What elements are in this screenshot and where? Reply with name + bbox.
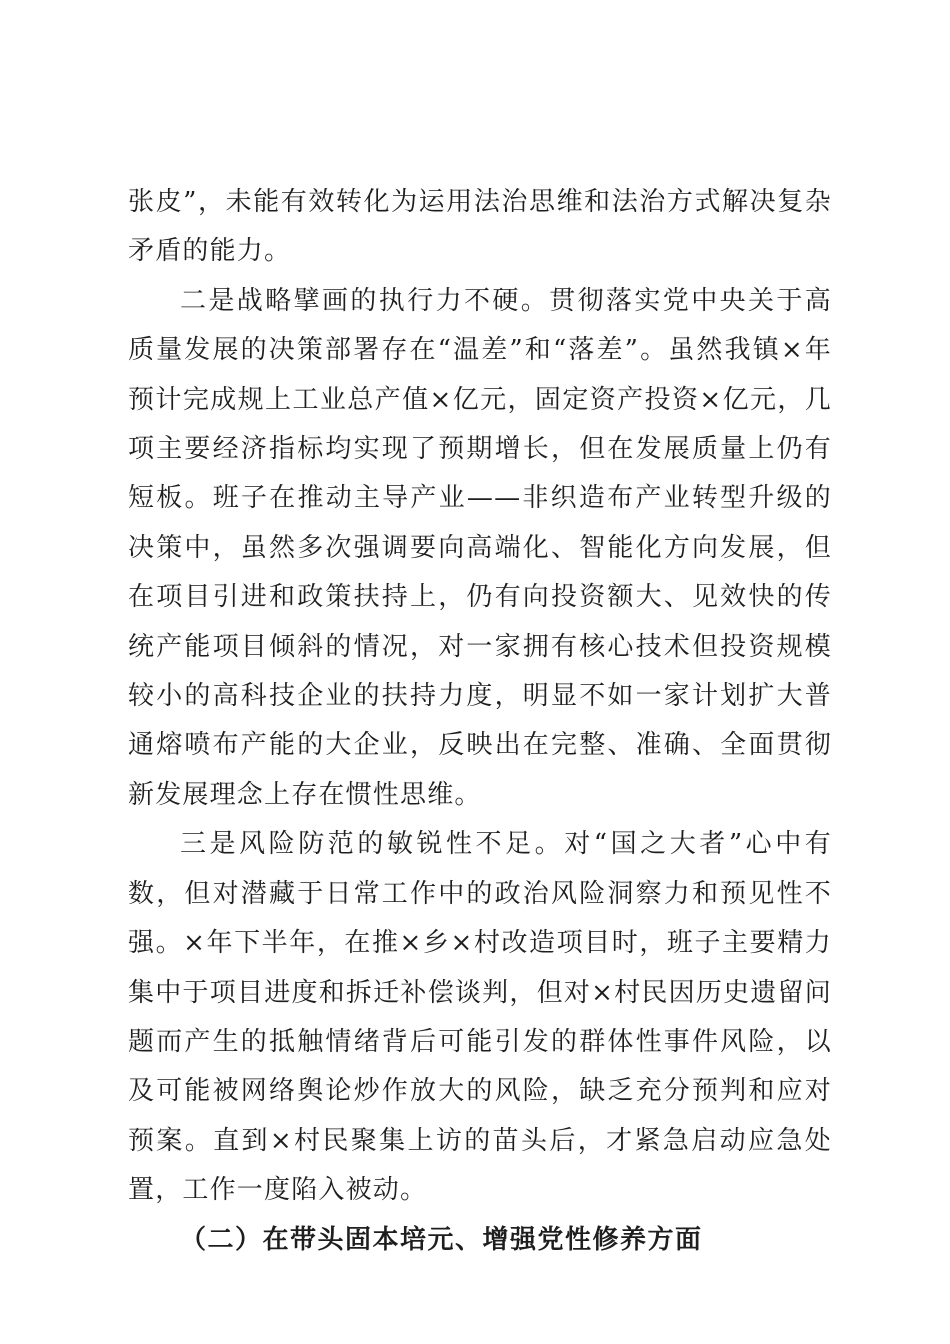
document-body [128,178,832,1265]
section-heading: （二）在带头固本培元、增强党性修养方面 [180,1224,703,1255]
body-paragraph-execution: 二是战略擘画的执行力不硬。贯彻落实党中央关于高质量发展的决策部署存在“温差”和“落差”。虽然我镇×年预计完成规上工业总产值×亿元，固定资产投资×亿元，几项主要经济指标均实现了预期增长，但在发展质量上仍有短板。班子在推动主导产业——非织造布产业转型升级的决策中，虽然多次强调要向高端化、智能化方向发展，但在项目引进和政策扶持上，仍有向投资额大、见效快的传统产能项目倾斜的情况，对一家拥有核心技术但投资规模较小的高科技企业的扶持力度，明显不如一家计划扩大普通熔喷布产能的大企业，反映出在完整、准确、全面贯彻新发展理念上存在惯性思维。 [128,285,832,810]
continuation-paragraph: 张皮”，未能有效转化为运用法治思维和法治方式解决复杂矛盾的能力。 [128,187,832,267]
body-paragraph-risk: 三是风险防范的敏锐性不足。对“国之大者”心中有数，但对潜藏于日常工作中的政治风险洞察力和预见性不强。×年下半年，在推×乡×村改造项目时，班子主要精力集中于项目进度和拆迁补偿谈判，但对×村民因历史遗留问题而产生的抵触情绪背后可能引发的群体性事件风险，以及可能被网络舆论炒作放大的风险，缺乏充分预判和应对预案。直到×村民聚集上访的苗头后，才紧急启动应急处置，工作一度陷入被动。 [128,829,832,1206]
